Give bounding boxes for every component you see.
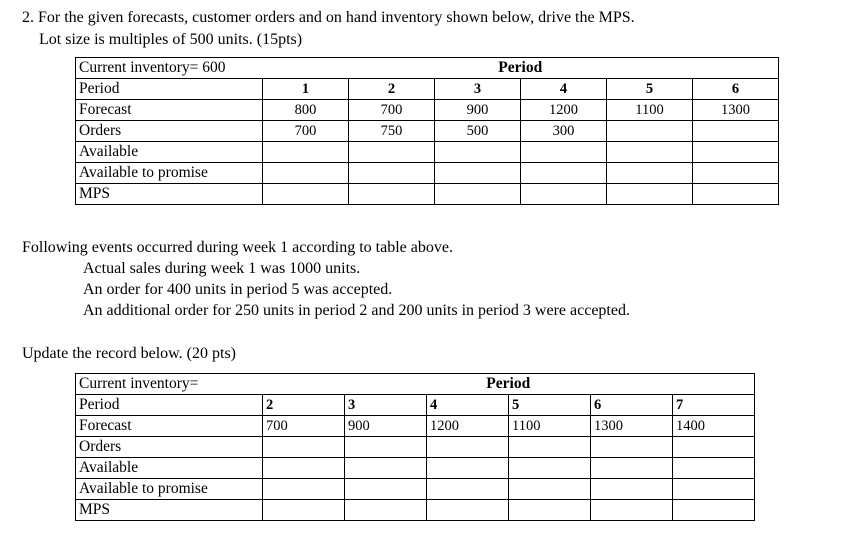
forecast-row xyxy=(76,416,755,437)
period-row xyxy=(76,79,779,100)
update-prompt: Update the record below. (20 pts) xyxy=(22,345,236,362)
available-cell[interactable] xyxy=(435,142,521,163)
orders-cell[interactable] xyxy=(345,437,427,458)
forecast-cell: 800 xyxy=(263,100,349,121)
event-line: Actual sales during week 1 was 1000 units. xyxy=(83,260,361,277)
atp-cell[interactable] xyxy=(427,479,509,500)
orders-cell xyxy=(693,121,779,142)
mps-cell[interactable] xyxy=(607,184,693,205)
available-cell[interactable] xyxy=(345,458,427,479)
row-label-atp: Available to promise xyxy=(76,163,263,184)
atp-cell[interactable] xyxy=(263,479,345,500)
atp-cell[interactable] xyxy=(345,479,427,500)
row-label-available: Available xyxy=(76,458,263,479)
forecast-cell: 1100 xyxy=(607,100,693,121)
mps-row xyxy=(76,500,755,521)
forecast-cell: 1100 xyxy=(509,416,591,437)
mps-cell[interactable] xyxy=(435,184,521,205)
orders-row xyxy=(76,437,755,458)
atp-cell[interactable] xyxy=(607,163,693,184)
period-cell: 6 xyxy=(591,395,673,416)
mps-cell[interactable] xyxy=(263,184,349,205)
row-label-mps: MPS xyxy=(76,184,263,205)
mps-row xyxy=(76,184,779,205)
period-cell: 6 xyxy=(693,79,779,100)
mps-cell[interactable] xyxy=(509,500,591,521)
period-cell: 7 xyxy=(673,395,755,416)
available-cell[interactable] xyxy=(521,142,607,163)
available-cell[interactable] xyxy=(509,458,591,479)
question-line-2: Lot size is multiples of 500 units. (15pts) xyxy=(39,31,303,48)
forecast-cell: 1200 xyxy=(427,416,509,437)
period-cell: 1 xyxy=(263,79,349,100)
current-inventory-label: Current inventory= 600 xyxy=(76,58,263,79)
forecast-cell: 1200 xyxy=(521,100,607,121)
period-header: Period xyxy=(263,374,755,395)
orders-cell: 750 xyxy=(349,121,435,142)
orders-cell xyxy=(607,121,693,142)
orders-cell[interactable] xyxy=(427,437,509,458)
row-label-period: Period xyxy=(76,395,263,416)
period-header: Period xyxy=(263,58,779,79)
mps-cell[interactable] xyxy=(673,500,755,521)
atp-cell[interactable] xyxy=(509,479,591,500)
atp-cell[interactable] xyxy=(591,479,673,500)
row-label-period: Period xyxy=(76,79,263,100)
orders-row xyxy=(76,121,779,142)
orders-cell: 700 xyxy=(263,121,349,142)
available-cell[interactable] xyxy=(673,458,755,479)
atp-cell[interactable] xyxy=(673,479,755,500)
period-cell: 5 xyxy=(607,79,693,100)
forecast-cell: 1400 xyxy=(673,416,755,437)
atp-cell[interactable] xyxy=(521,163,607,184)
orders-cell: 500 xyxy=(435,121,521,142)
atp-cell[interactable] xyxy=(435,163,521,184)
mps-cell[interactable] xyxy=(349,184,435,205)
mps-cell[interactable] xyxy=(591,500,673,521)
period-row xyxy=(76,395,755,416)
available-cell[interactable] xyxy=(263,142,349,163)
period-cell: 5 xyxy=(509,395,591,416)
mps-cell[interactable] xyxy=(693,184,779,205)
atp-cell[interactable] xyxy=(263,163,349,184)
forecast-cell: 1300 xyxy=(693,100,779,121)
atp-cell[interactable] xyxy=(349,163,435,184)
orders-cell[interactable] xyxy=(591,437,673,458)
available-cell[interactable] xyxy=(591,458,673,479)
mps-table-updated xyxy=(75,373,755,521)
mps-cell[interactable] xyxy=(427,500,509,521)
forecast-cell: 700 xyxy=(263,416,345,437)
available-cell[interactable] xyxy=(427,458,509,479)
period-cell: 2 xyxy=(263,395,345,416)
period-cell: 3 xyxy=(435,79,521,100)
available-row xyxy=(76,458,755,479)
atp-row xyxy=(76,163,779,184)
period-cell: 4 xyxy=(521,79,607,100)
available-cell[interactable] xyxy=(693,142,779,163)
events-text xyxy=(22,237,630,321)
mps-table-original xyxy=(75,57,779,205)
atp-cell[interactable] xyxy=(693,163,779,184)
row-label-mps: MPS xyxy=(76,500,263,521)
row-label-forecast: Forecast xyxy=(76,416,263,437)
available-row xyxy=(76,142,779,163)
available-cell[interactable] xyxy=(349,142,435,163)
row-label-forecast: Forecast xyxy=(76,100,263,121)
question-heading xyxy=(22,7,635,51)
forecast-row xyxy=(76,100,779,121)
period-cell: 2 xyxy=(349,79,435,100)
row-label-atp: Available to promise xyxy=(76,479,263,500)
events-intro: Following events occurred during week 1 according to table above. xyxy=(22,239,453,256)
row-label-available: Available xyxy=(76,142,263,163)
forecast-cell: 700 xyxy=(349,100,435,121)
current-inventory-label: Current inventory= xyxy=(76,374,263,395)
forecast-cell: 1300 xyxy=(591,416,673,437)
mps-cell[interactable] xyxy=(345,500,427,521)
forecast-cell: 900 xyxy=(345,416,427,437)
forecast-cell: 900 xyxy=(435,100,521,121)
row-label-orders: Orders xyxy=(76,121,263,142)
orders-cell: 300 xyxy=(521,121,607,142)
orders-cell[interactable] xyxy=(673,437,755,458)
mps-cell[interactable] xyxy=(521,184,607,205)
mps-cell[interactable] xyxy=(263,500,345,521)
available-cell[interactable] xyxy=(607,142,693,163)
period-cell: 3 xyxy=(345,395,427,416)
period-cell: 4 xyxy=(427,395,509,416)
orders-cell[interactable] xyxy=(263,437,345,458)
orders-cell[interactable] xyxy=(509,437,591,458)
available-cell[interactable] xyxy=(263,458,345,479)
atp-row xyxy=(76,479,755,500)
event-line: An order for 400 units in period 5 was accepted. xyxy=(83,281,393,298)
event-line: An additional order for 250 units in period 2 and 200 units in period 3 were accepted. xyxy=(83,302,630,319)
question-line-1: 2. For the given forecasts, customer orders and on hand inventory shown below, drive the MPS. xyxy=(22,9,635,26)
row-label-orders: Orders xyxy=(76,437,263,458)
